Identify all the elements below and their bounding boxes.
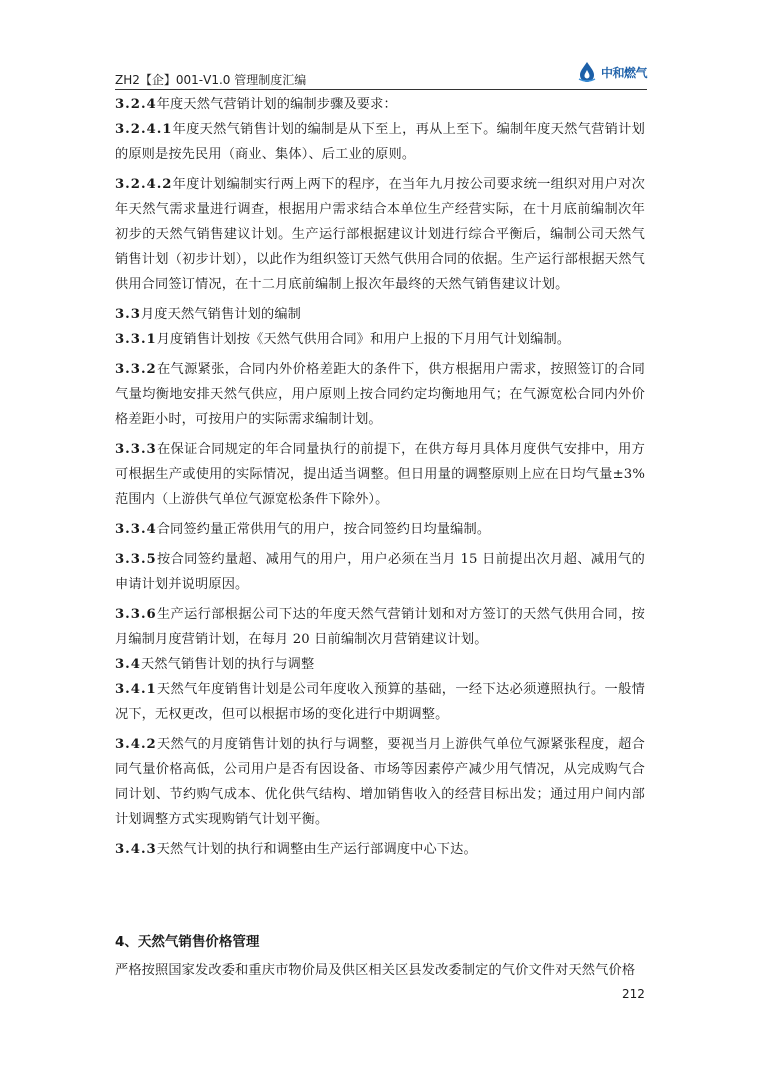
clause-text: 天然气销售计划的执行与调整	[140, 657, 315, 672]
clause-number: 3.3.2	[115, 362, 157, 377]
clause-text: 在气源紧张，合同内外价格差距大的条件下，供方根据用户需求，按照签订的合同气量均衡地安排天然气供应，用户原则上按合同约定均衡地用气；在气源宽松合同内外价格差距小时，可按用户的实际需求编制计划。	[115, 362, 645, 427]
paragraph-3-3-1	[115, 327, 645, 352]
clause-number: 3.2.4.1	[115, 122, 173, 137]
clause-number: 3.2.4.2	[115, 177, 173, 192]
clause-number: 3.3.6	[115, 607, 157, 622]
paragraph-3-4-3	[115, 837, 645, 862]
page-number: 212	[622, 987, 645, 1001]
header-divider	[115, 89, 647, 90]
paragraph-3-3-2	[115, 357, 645, 432]
paragraph-3-3-4	[115, 517, 645, 542]
document-code: ZH2【企】001-V1.0 管理制度汇编	[115, 73, 307, 87]
logo-text: 中和燃气	[600, 65, 647, 80]
clause-text: 年度天然气销售计划的编制是从下至上，再从上至下。编制年度天然气营销计划的原则是按先民用（商业、集体）、后工业的原则。	[115, 122, 645, 162]
clause-number: 3.4.1	[115, 682, 157, 697]
clause-text: 按合同签约量超、减用气的用户，用户必须在当月 15 日前提出次月超、减用气的申请计划并说明原因。	[115, 552, 645, 592]
clause-text: 天然气的月度销售计划的执行与调整，要视当月上游供气单位气源紧张程度，超合同气量价格高低，公司用户是否有因设备、市场等因素停产减少用气情况，从完成购气合同计划、节约购气成本、优化供气结构、增加销售收入的经营目标出发；通过用户间内部计划调整方式实现购销气计划平衡。	[115, 737, 645, 827]
page-header	[115, 60, 647, 88]
section-heading: 4、天然气销售价格管理	[115, 934, 260, 950]
company-logo	[575, 60, 647, 84]
clause-text: 合同签约量正常供用气的用户，按合同签约日均量编制。	[156, 522, 491, 537]
clause-number: 3.2.4	[115, 97, 157, 112]
clause-number: 3.3.1	[115, 332, 157, 347]
document-body	[115, 92, 645, 867]
clause-number: 3.3.4	[115, 522, 157, 537]
clause-number: 3.3	[115, 307, 141, 322]
clause-text: 月度销售计划按《天然气供用合同》和用户上报的下月用气计划编制。	[156, 332, 571, 347]
section-paragraph: 严格按照国家发改委和重庆市物价局及供区相关区县发改委制定的气价文件对天然气价格	[115, 963, 636, 978]
flame-drop-icon	[575, 60, 599, 84]
clause-text: 年度天然气营销计划的编制步骤及要求：	[156, 97, 397, 112]
paragraph-3-2-4	[115, 92, 645, 117]
clause-number: 3.3.3	[115, 442, 157, 457]
clause-text: 月度天然气销售计划的编制	[140, 307, 302, 322]
clause-text: 在保证合同规定的年合同量执行的前提下，在供方每月具体月度供气安排中，用方可根据生产或使用的实际情况，提出适当调整。但日用量的调整原则上应在日均气量±3%范围内（上游供气单位气源宽松条件下除外）。	[115, 442, 645, 507]
clause-text: 天然气计划的执行和调整由生产运行部调度中心下达。	[156, 842, 477, 857]
paragraph-3-2-4-1	[115, 117, 645, 167]
paragraph-3-2-4-2	[115, 172, 645, 297]
clause-text: 天然气年度销售计划是公司年度收入预算的基础，一经下达必须遵照执行。一般情况下，无权更改，但可以根据市场的变化进行中期调整。	[115, 682, 645, 722]
clause-number: 3.4	[115, 657, 141, 672]
clause-number: 3.4.2	[115, 737, 157, 752]
paragraph-3-4-2	[115, 732, 645, 832]
paragraph-3-3-6	[115, 602, 645, 652]
clause-number: 3.4.3	[115, 842, 157, 857]
paragraph-3-4-1	[115, 677, 645, 727]
clause-text: 年度计划编制实行两上两下的程序，在当年九月按公司要求统一组织对用户对次年天然气需求量进行调查，根据用户需求结合本单位生产经营实际，在十月底前编制次年初步的天然气销售建议计划。生产运行部根据建议计划进行综合平衡后，编制公司天然气销售计划（初步计划），以此作为组织签订天然气供用合同的依据。生产运行部根据天然气供用合同签订情况，在十二月底前编制上报次年最终的天然气销售建议计划。	[115, 177, 645, 292]
heading-3-3	[115, 302, 645, 327]
paragraph-3-3-5	[115, 547, 645, 597]
paragraph-3-3-3	[115, 437, 645, 512]
clause-number: 3.3.5	[115, 552, 157, 567]
clause-text: 生产运行部根据公司下达的年度天然气营销计划和对方签订的天然气供用合同，按月编制月度营销计划，在每月 20 日前编制次月营销建议计划。	[115, 607, 645, 647]
heading-3-4	[115, 652, 645, 677]
